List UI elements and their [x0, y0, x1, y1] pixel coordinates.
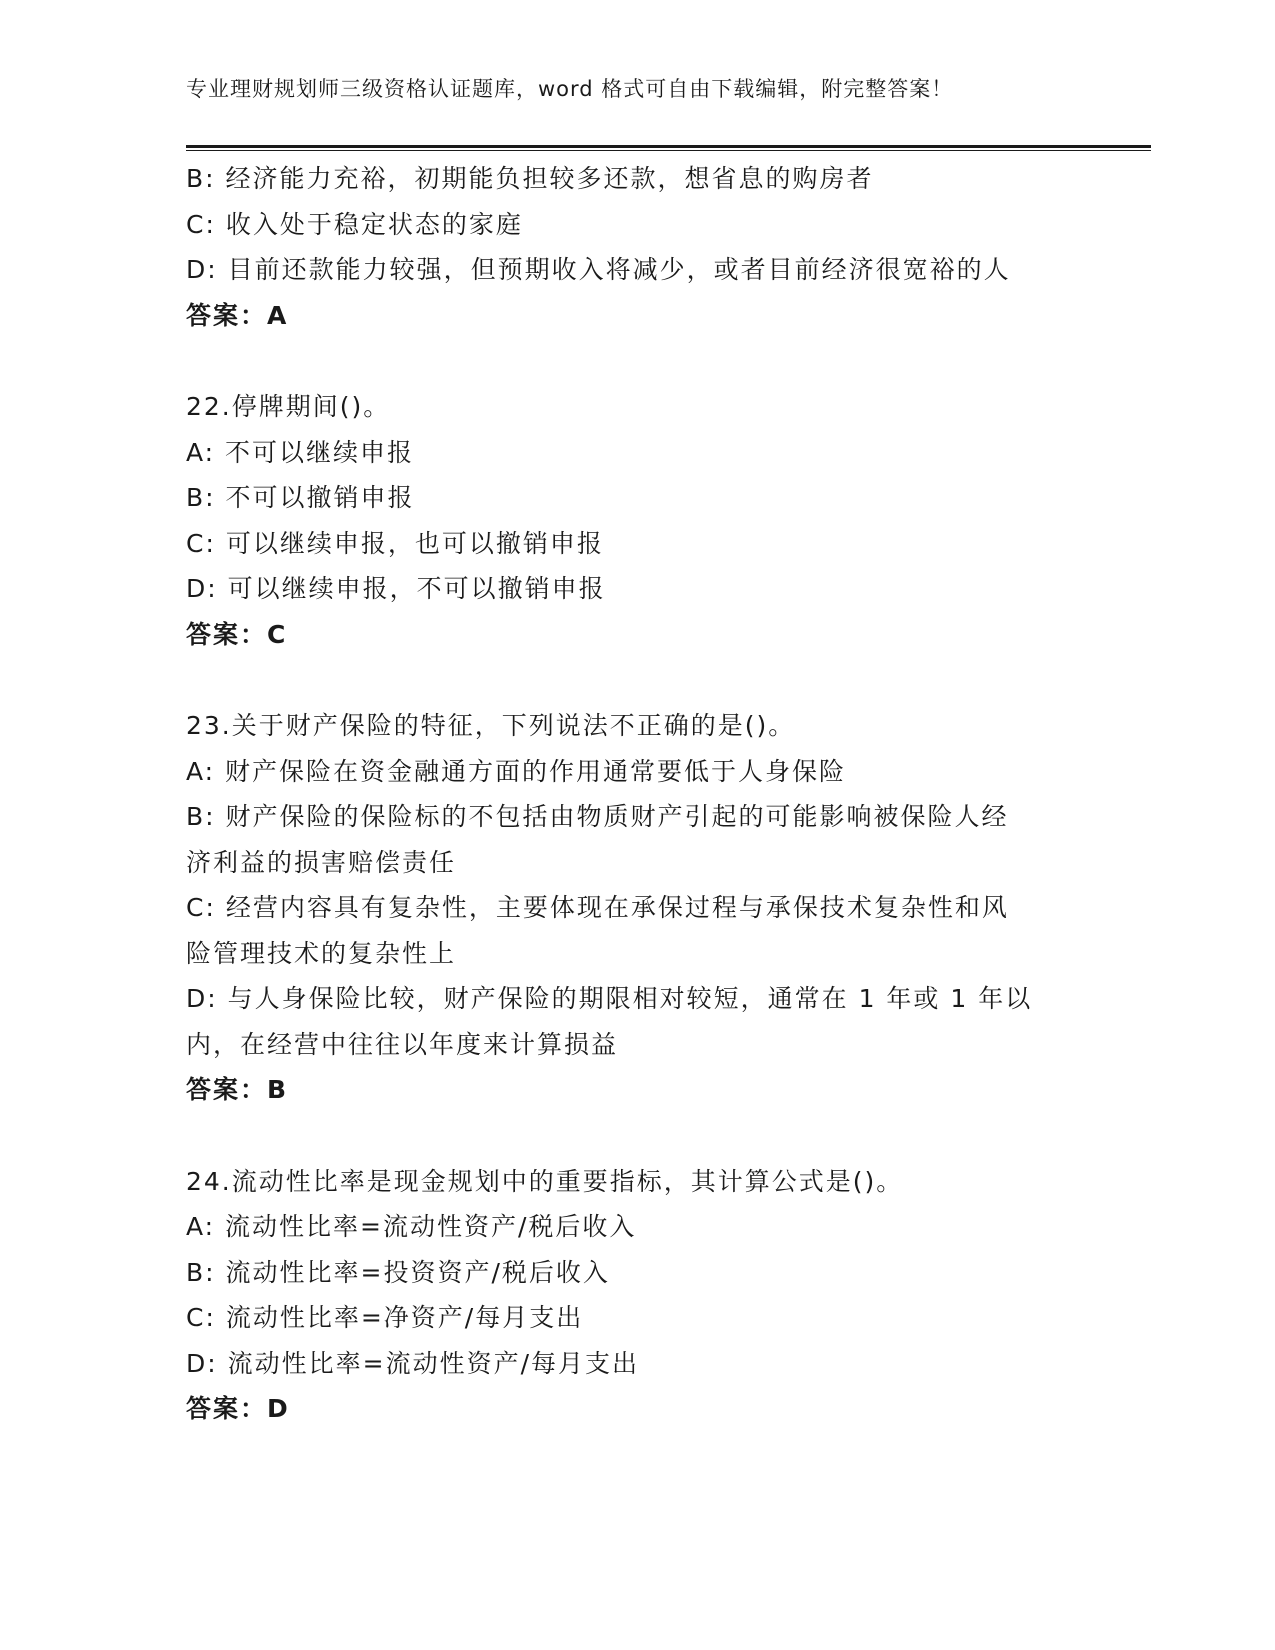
option-line: C: 经营内容具有复杂性，主要体现在承保过程与承保技术复杂性和风 — [186, 893, 1009, 922]
page-header: 专业理财规划师三级资格认证题库，word 格式可自由下载编辑，附完整答案！ — [186, 77, 954, 101]
option-line: D: 可以继续申报，不可以撤销申报 — [186, 574, 606, 603]
option-line: A: 流动性比率=流动性资产/税后收入 — [186, 1212, 637, 1241]
question-stem: 24.流动性比率是现金规划中的重要指标，其计算公式是()。 — [186, 1166, 904, 1196]
option-line: D: 目前还款能力较强，但预期收入将减少，或者目前经济很宽裕的人 — [186, 255, 1011, 284]
option-line: D: 与人身保险比较，财产保险的期限相对较短，通常在 1 年或 1 年以 — [186, 984, 1033, 1013]
question-block — [186, 703, 1086, 1113]
answer-line: 答案：D — [186, 1394, 290, 1423]
option-line: A: 不可以继续申报 — [186, 437, 415, 467]
question-content — [186, 156, 1086, 1432]
header-rule-thick — [186, 145, 1151, 148]
option-line: 济利益的损害赔偿责任 — [186, 847, 457, 877]
option-line: B: 流动性比率=投资资产/税后收入 — [186, 1257, 610, 1287]
question-block — [186, 1159, 1086, 1432]
option-line: C: 流动性比率=净资产/每月支出 — [186, 1303, 584, 1332]
option-line: B: 不可以撤销申报 — [186, 483, 415, 512]
option-line: 内，在经营中往往以年度来计算损益 — [186, 1029, 619, 1059]
option-line: C: 可以继续申报，也可以撤销申报 — [186, 528, 604, 558]
question-block — [186, 156, 1086, 338]
header-rule-thin — [186, 150, 1151, 151]
option-line: B: 经济能力充裕，初期能负担较多还款，想省息的购房者 — [186, 164, 874, 193]
option-line: 险管理技术的复杂性上 — [186, 938, 457, 968]
question-stem: 23.关于财产保险的特征，下列说法不正确的是()。 — [186, 711, 796, 740]
answer-line: 答案：C — [186, 619, 288, 649]
answer-line: 答案：B — [186, 1075, 289, 1104]
option-line: A: 财产保险在资金融通方面的作用通常要低于人身保险 — [186, 756, 847, 786]
option-line: D: 流动性比率=流动性资产/每月支出 — [186, 1348, 639, 1378]
answer-line: 答案：A — [186, 300, 289, 330]
question-stem: 22.停牌期间()。 — [186, 392, 391, 421]
question-block — [186, 384, 1086, 657]
option-line: B: 财产保险的保险标的不包括由物质财产引起的可能影响被保险人经 — [186, 802, 1009, 831]
option-line: C: 收入处于稳定状态的家庭 — [186, 209, 523, 239]
